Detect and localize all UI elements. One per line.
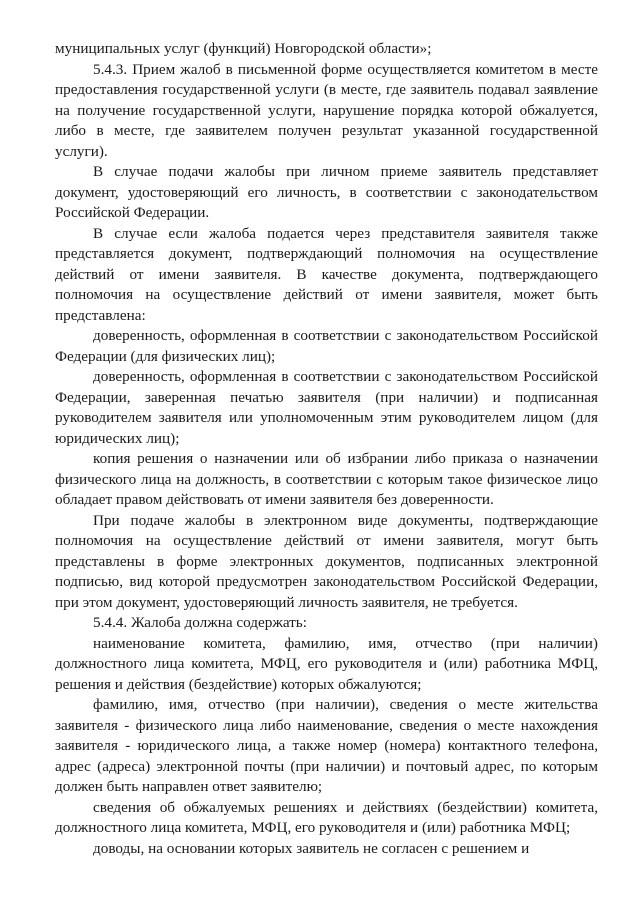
paragraph-electronic-submission: При подаче жалобы в электронном виде документы, подтверждающие полномочия на осуществление действий от имени заявителя, могут быть представлены в форме электронных документов, подписанных электронной подписью, вид которой предусмотрен законодательством Российской Федерации, при этом документ, удостоверяющий личность заявителя, не требуется. <box>55 511 598 611</box>
paragraph-5-4-3: 5.4.3. Прием жалоб в письменной форме осуществляется комитетом в месте предоставления государственной услуги (в месте, где заявитель подавал заявление на получение государственной услуги, нарушение порядка которой обжалуется, либо в месте, где заявителем получен результат указанной государственной услуги). <box>55 60 598 160</box>
paragraph-5-4-4: 5.4.4. Жалоба должна содержать: <box>93 614 307 631</box>
paragraph-personal-reception: В случае подачи жалобы при личном приеме заявитель представляет документ, удостоверяющий его личность, в соответствии с законодательством Российской Федерации. <box>55 163 598 221</box>
paragraph-continuation: муниципальных услуг (функций) Новгородской области»; <box>55 40 432 57</box>
document-body <box>55 39 598 859</box>
list-item-committee-name: наименование комитета, фамилию, имя, отчество (при наличии) должностного лица комитета, МФЦ, его руководителя и (или) работника МФЦ, решения и действия (бездействие) которых обжалуются; <box>55 634 598 693</box>
paragraph-representative: В случае если жалоба подается через представителя заявителя также представляется документ, подтверждающий полномочия на осуществление действий от имени заявителя. В качестве документа, подтверждающего полномочия на осуществление действий от имени заявителя, может быть представлена: <box>55 224 598 324</box>
list-item-power-of-attorney-individuals: доверенность, оформленная в соответствии с законодательством Российской Федерации (для физических лиц); <box>55 327 598 365</box>
list-item-appealed-decisions: сведения об обжалуемых решениях и действиях (бездействии) комитета, должностного лица комитета, МФЦ, его руководителя и (или) работника МФЦ; <box>55 798 598 836</box>
list-item-appointment-decision: копия решения о назначении или об избрании либо приказа о назначении физического лица на должность, в соответствии с которым такое физическое лицо обладает правом действовать от имени заявителя без доверенности. <box>55 450 598 508</box>
list-item-applicant-details: фамилию, имя, отчество (при наличии), сведения о месте жительства заявителя - физического лица либо наименование, сведения о месте нахождения заявителя - юридического лица, а также номер (номера) контактного телефона, адрес (адреса) электронной почты (при наличии) и почтовый адрес, по которым должен быть направлен ответ заявителю; <box>55 696 598 795</box>
list-item-power-of-attorney-legal-entities: доверенность, оформленная в соответствии с законодательством Российской Федерации, заверенная печатью заявителя (при наличии) и подписанная руководителем заявителя или уполномоченным этим руководителем лицом (для юридических лиц); <box>55 368 598 447</box>
list-item-arguments: доводы, на основании которых заявитель не согласен с решением и <box>93 839 530 857</box>
